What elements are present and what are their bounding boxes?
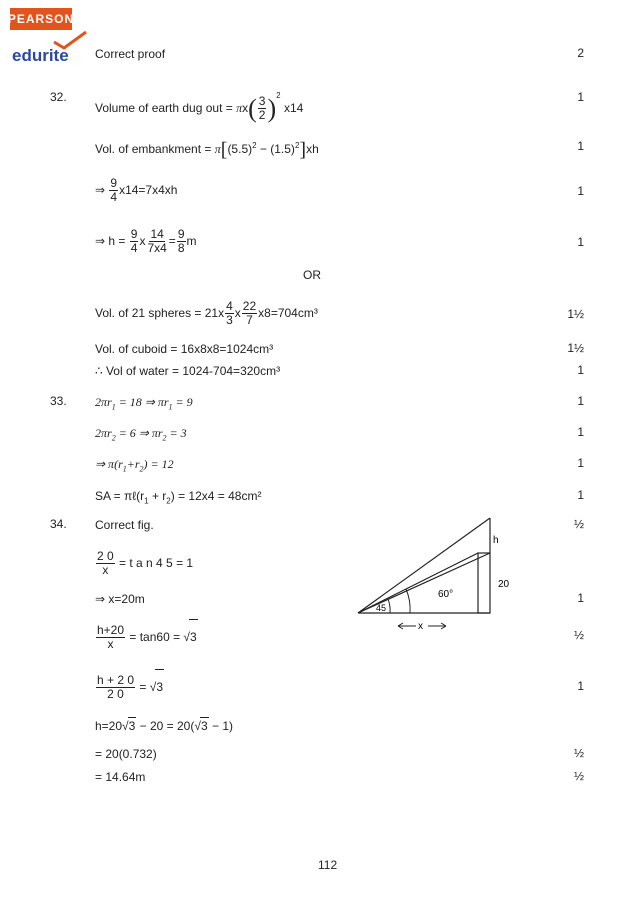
pearson-logo bbox=[7, 8, 75, 30]
q32-l1-x: x bbox=[242, 101, 249, 115]
q32-l1-post: x14 bbox=[283, 101, 304, 115]
q34-line2: $\frac{2 0}{x}$ = t a n 4 5 = 1 bbox=[97, 549, 194, 578]
or-divider: OR bbox=[303, 268, 321, 282]
q34-l7-marks: ½ bbox=[573, 746, 584, 760]
pearson-logo-text: PEARSON bbox=[7, 12, 75, 26]
q32-line1: Volume of earth dug out = πx( $\frac{3}{2}$ )$^2$ x14 bbox=[95, 91, 304, 123]
q33-l2-marks: 1 bbox=[577, 425, 584, 439]
q33-line4: SA = $\pi\ell(r_1 + r_2) = 12x4 = 48cm^2$ bbox=[95, 489, 262, 506]
q33-line3: ⇒ $\pi(r_1+r_2) = 12$ bbox=[95, 457, 174, 474]
q34-l4-marks: ½ bbox=[573, 628, 584, 642]
label-angle60: 60° bbox=[438, 589, 454, 600]
q34-l8-marks: ½ bbox=[573, 769, 584, 783]
q32-number: 32. bbox=[50, 90, 67, 104]
q33-line1: $2\pi r_1 = 18$ ⇒ $\pi r_1 = 9$ bbox=[95, 395, 193, 412]
q32-l1-pre: Volume of earth dug out = bbox=[95, 101, 237, 115]
q34-line5: $\frac{h + 2 0}{2 0}$ = √3 bbox=[95, 669, 164, 703]
edurite-logo-text: edurite bbox=[12, 46, 69, 65]
q31-marks: 2 bbox=[577, 46, 584, 60]
page-number: 112 bbox=[318, 858, 338, 872]
q34-l3-marks: 1 bbox=[577, 591, 584, 605]
q32-l1-pi: π bbox=[236, 101, 243, 115]
q34-line8: = 14.64m bbox=[95, 770, 146, 784]
q34-figure bbox=[350, 515, 510, 635]
q32-line7: ∴ Vol of water = 1024-704=320cm³ bbox=[95, 364, 281, 378]
label-angle45: 45 bbox=[376, 603, 387, 613]
q31-text: Correct proof bbox=[95, 47, 166, 61]
q34-line6: h=20√3 − 20 = 20(√3 − 1) bbox=[95, 719, 233, 733]
q34-line1: Correct fig. bbox=[95, 518, 154, 532]
q34-line3: ⇒ x=20m bbox=[95, 592, 145, 606]
q32-line5: Vol. of 21 spheres = 21x $\frac{4}{3}$ x $\frac{22}{7}$ x8=704cm³ bbox=[95, 299, 318, 328]
q33-number: 33. bbox=[50, 394, 67, 408]
q32-l1-marks: 1 bbox=[577, 90, 584, 104]
q32-line3: ⇒ $\frac{9}{4}$ x14=7x4xh bbox=[95, 176, 178, 205]
q32-line4: ⇒ h = $\frac{9}{4}$ x $\frac{14}{7x4}$ = $\frac{9}{8}$ m bbox=[95, 227, 197, 256]
q34-l1-marks: ½ bbox=[573, 517, 584, 531]
q32-line2: Vol. of embankment = $\pi[(5.5)^2 - (1.5)^2]xh$ bbox=[95, 138, 319, 161]
label-20: 20 bbox=[498, 579, 510, 590]
q32-l5-marks: 1½ bbox=[567, 307, 584, 321]
q34-line4: $\frac{h+20}{x}$ = tan60 = √3 bbox=[95, 619, 198, 653]
edurite-tick-icon bbox=[50, 30, 90, 50]
q33-l4-marks: 1 bbox=[577, 488, 584, 502]
q32-l7-marks: 1 bbox=[577, 363, 584, 377]
q32-l6-marks: 1½ bbox=[567, 341, 584, 355]
q34-line7: = 20(0.732) bbox=[95, 747, 157, 761]
label-h: h bbox=[493, 535, 499, 546]
q34-number: 34. bbox=[50, 517, 67, 531]
q32-l4-marks: 1 bbox=[577, 235, 584, 249]
q32-l1-frac: $\frac{3}{2}$ bbox=[258, 94, 266, 123]
q33-line2: $2\pi r_2 = 6$ ⇒ $\pi r_2 = 3$ bbox=[95, 426, 187, 443]
q32-l3-marks: 1 bbox=[577, 184, 584, 198]
q32-l2-marks: 1 bbox=[577, 139, 584, 153]
q33-l3-marks: 1 bbox=[577, 456, 584, 470]
q32-line6: Vol. of cuboid = 16x8x8=1024cm³ bbox=[95, 342, 274, 356]
q34-l5-marks: 1 bbox=[577, 679, 584, 693]
q33-l1-marks: 1 bbox=[577, 394, 584, 408]
label-x: x bbox=[418, 621, 423, 632]
